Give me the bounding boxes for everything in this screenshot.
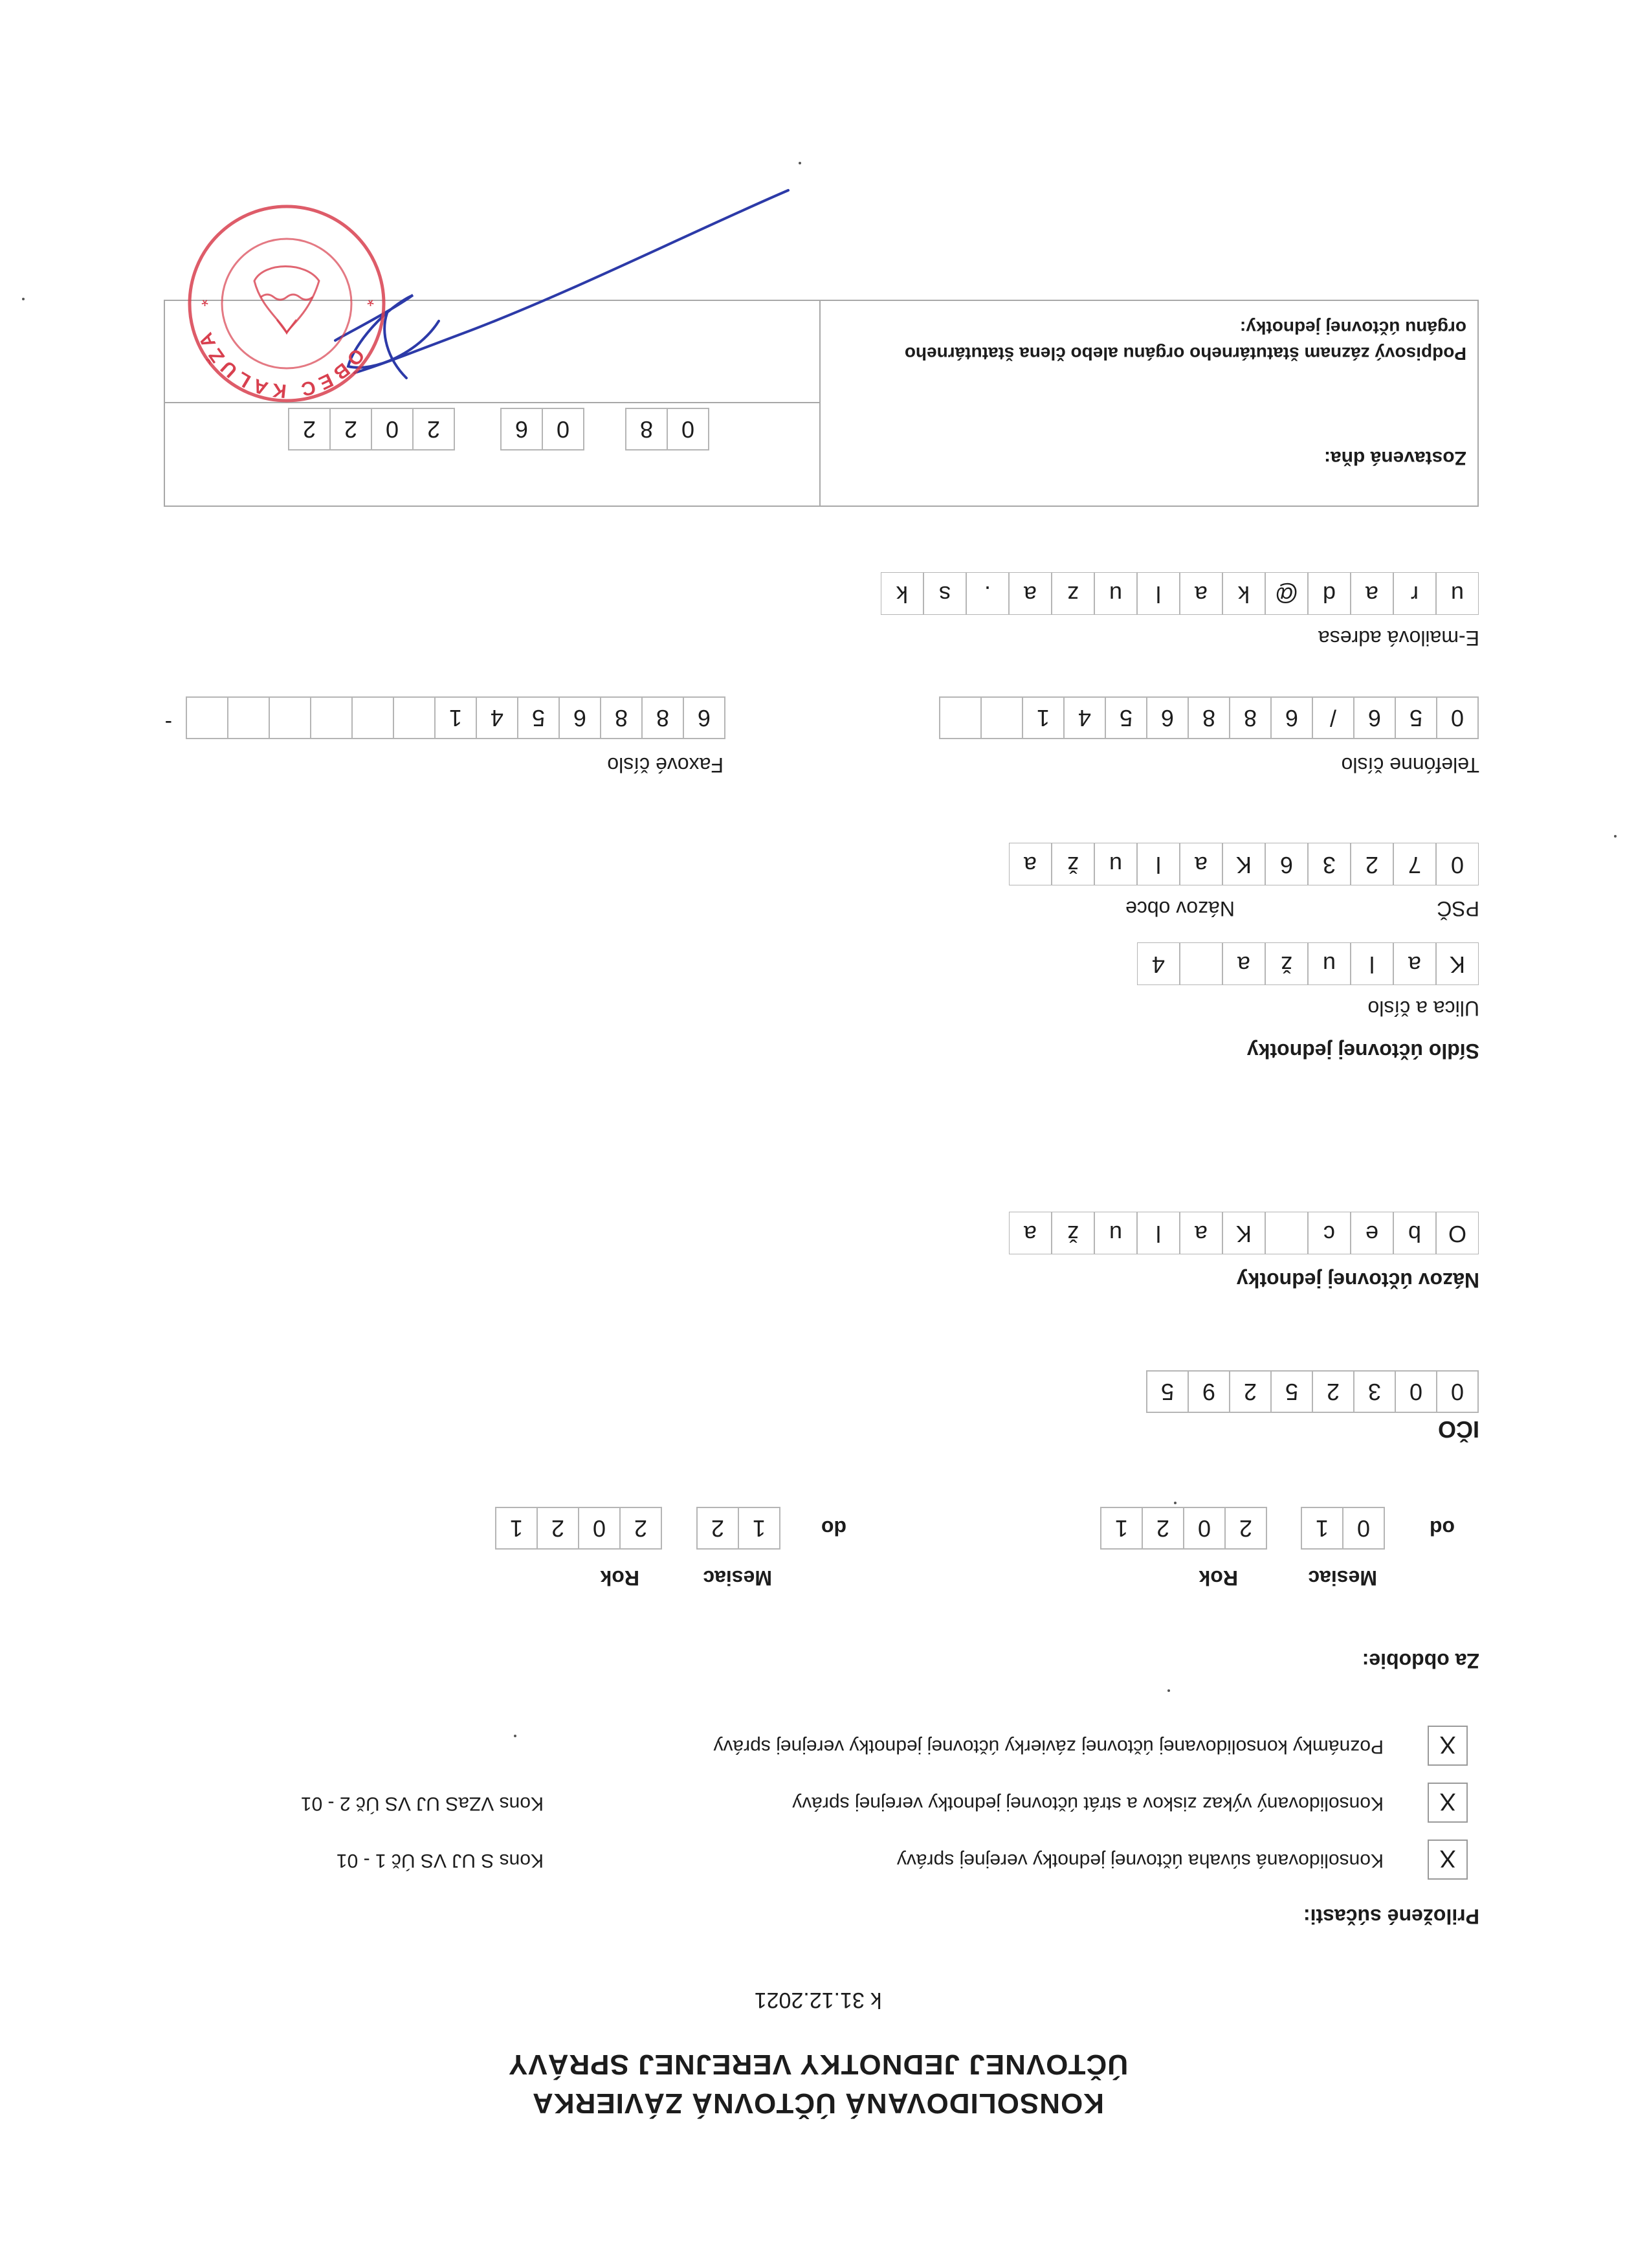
char-cell: 2 bbox=[1142, 1507, 1184, 1550]
char-cell: 0 bbox=[1436, 696, 1479, 739]
to-year-field[interactable] bbox=[496, 1507, 662, 1550]
char-cell: 8 bbox=[1188, 696, 1230, 739]
attachments-heading: Priložené súčasti: bbox=[1303, 1905, 1479, 1928]
char-cell bbox=[186, 696, 228, 739]
form-title-line2: ÚČTOVNEJ JEDNOTKY VEREJNEJ SPRÁVY bbox=[507, 2049, 1129, 2080]
char-cell: 2 bbox=[619, 1507, 662, 1550]
attachment-checkbox-3[interactable]: X bbox=[1428, 1726, 1468, 1766]
char-cell: 4 bbox=[1137, 942, 1180, 985]
char-cell: K bbox=[1222, 843, 1265, 885]
svg-text:OBEC KALUŽA: OBEC KALUŽA bbox=[193, 326, 369, 402]
char-cell: 5 bbox=[1146, 1370, 1189, 1413]
to-label: do bbox=[821, 1517, 846, 1540]
town-label: Názov obce bbox=[1125, 897, 1235, 920]
email-label: E-mailová adresa bbox=[1318, 627, 1479, 650]
char-cell: 0 bbox=[667, 408, 709, 450]
char-cell: 1 bbox=[434, 696, 477, 739]
char-cell: 6 bbox=[1265, 843, 1308, 885]
phone-field[interactable] bbox=[940, 696, 1479, 739]
char-cell: 1 bbox=[738, 1507, 780, 1550]
char-cell: 5 bbox=[1395, 696, 1437, 739]
char-cell: 2 bbox=[536, 1507, 579, 1550]
attachment-label-3: Poznámky konsolidovanej účtovnej závierky účtovnej jednotky verejnej správy bbox=[713, 1736, 1384, 1757]
entity-name-field[interactable] bbox=[164, 1212, 1479, 1254]
char-cell: 2 bbox=[288, 408, 331, 450]
psc-label: PSČ bbox=[1437, 897, 1479, 920]
char-cell: 0 bbox=[1395, 1370, 1437, 1413]
char-cell: 3 bbox=[1353, 1370, 1396, 1413]
ico-label: IČO bbox=[1437, 1416, 1479, 1443]
char-cell: k bbox=[1222, 572, 1265, 615]
from-label: od bbox=[1429, 1517, 1455, 1540]
date-month-field[interactable] bbox=[502, 408, 584, 450]
char-cell: 5 bbox=[1270, 1370, 1313, 1413]
char-cell: 0 bbox=[1436, 1370, 1479, 1413]
char-cell: u bbox=[1308, 942, 1351, 985]
char-cell: a bbox=[1009, 843, 1052, 885]
char-cell: ž bbox=[1052, 1212, 1094, 1254]
svg-text:*: * bbox=[367, 290, 374, 310]
char-cell: 8 bbox=[600, 696, 643, 739]
char-cell: 2 bbox=[329, 408, 372, 450]
char-cell bbox=[310, 696, 353, 739]
scan-speck bbox=[1174, 1502, 1177, 1504]
char-cell: l bbox=[1137, 572, 1180, 615]
street-field[interactable] bbox=[164, 942, 1479, 985]
char-cell: 5 bbox=[1105, 696, 1147, 739]
char-cell: u bbox=[1094, 572, 1137, 615]
char-cell: 0 bbox=[1436, 843, 1479, 885]
char-cell: d bbox=[1308, 572, 1351, 615]
char-cell: a bbox=[1009, 1212, 1052, 1254]
char-cell: K bbox=[1436, 942, 1479, 985]
to-year-label: Rok bbox=[600, 1566, 639, 1590]
char-cell: a bbox=[1393, 942, 1436, 985]
char-cell: 6 bbox=[1270, 696, 1313, 739]
char-cell bbox=[1180, 942, 1222, 985]
char-cell: 0 bbox=[1183, 1507, 1226, 1550]
char-cell: c bbox=[1308, 1212, 1351, 1254]
char-cell: 9 bbox=[1188, 1370, 1230, 1413]
scan-speck bbox=[514, 1735, 516, 1737]
char-cell: 2 bbox=[1351, 843, 1393, 885]
char-cell: k bbox=[881, 572, 923, 615]
char-cell: 3 bbox=[1308, 843, 1351, 885]
char-cell bbox=[1265, 1212, 1308, 1254]
attachment-label-2: Konsolidovaný výkaz ziskov a strát účtovnej jednotky verejnej správy bbox=[792, 1793, 1384, 1814]
date-year-field[interactable] bbox=[289, 408, 455, 450]
char-cell: 6 bbox=[558, 696, 601, 739]
seat-heading: Sídlo účtovnej jednotky bbox=[1246, 1040, 1479, 1063]
period-heading: Za obdobie: bbox=[1362, 1649, 1479, 1673]
char-cell: u bbox=[1094, 1212, 1137, 1254]
char-cell bbox=[980, 696, 1023, 739]
char-cell: 2 bbox=[412, 408, 455, 450]
char-cell: 7 bbox=[1393, 843, 1436, 885]
char-cell: 2 bbox=[1312, 1370, 1354, 1413]
street-label: Ulica a číslo bbox=[1367, 997, 1479, 1020]
char-cell: e bbox=[1351, 1212, 1393, 1254]
ico-field[interactable] bbox=[1147, 1370, 1479, 1413]
official-stamp bbox=[180, 197, 393, 410]
char-cell: 0 bbox=[542, 408, 584, 450]
from-month-field[interactable] bbox=[1302, 1507, 1385, 1550]
char-cell: 0 bbox=[578, 1507, 621, 1550]
attachment-checkbox-2[interactable]: X bbox=[1428, 1783, 1468, 1823]
char-cell: 4 bbox=[1063, 696, 1106, 739]
char-cell: l bbox=[1137, 1212, 1180, 1254]
entity-name-label: Názov účtovnej jednotky bbox=[1236, 1269, 1479, 1292]
attachment-label-1: Konsolidovaná súvaha účtovnej jednotky verejnej správy bbox=[896, 1850, 1384, 1871]
char-cell bbox=[393, 696, 436, 739]
char-cell: a bbox=[1180, 843, 1222, 885]
char-cell: 6 bbox=[683, 696, 725, 739]
char-cell: K bbox=[1222, 1212, 1265, 1254]
scan-speck bbox=[799, 162, 801, 164]
char-cell: 1 bbox=[1301, 1507, 1343, 1550]
fax-field[interactable] bbox=[187, 696, 725, 739]
signature-label: Podpisový záznam štatutárneho orgánu alebo člena štatutárneho orgánu účtovnej jednotky: bbox=[904, 318, 1466, 364]
char-cell: ž bbox=[1052, 843, 1094, 885]
attachment-code-2: Kons VZaS UJ VS Úč 2 - 01 bbox=[300, 1793, 544, 1814]
char-cell: / bbox=[1312, 696, 1354, 739]
char-cell: 1 bbox=[495, 1507, 538, 1550]
char-cell: 2 bbox=[1229, 1370, 1272, 1413]
from-year-field[interactable] bbox=[1101, 1507, 1267, 1550]
email-field[interactable] bbox=[164, 572, 1479, 615]
char-cell: u bbox=[1436, 572, 1479, 615]
char-cell: 6 bbox=[1146, 696, 1189, 739]
char-cell: a bbox=[1180, 1212, 1222, 1254]
char-cell: 0 bbox=[1342, 1507, 1385, 1550]
char-cell: r bbox=[1393, 572, 1436, 615]
char-cell: l bbox=[1137, 843, 1180, 885]
char-cell: u bbox=[1094, 843, 1137, 885]
divider bbox=[819, 301, 821, 506]
date-label: Zostavená dňa: bbox=[1323, 447, 1466, 469]
char-cell: l bbox=[1351, 942, 1393, 985]
char-cell: 8 bbox=[1229, 696, 1272, 739]
char-cell: 4 bbox=[476, 696, 518, 739]
char-cell: a bbox=[1351, 572, 1393, 615]
char-cell: 6 bbox=[500, 408, 543, 450]
char-cell bbox=[227, 696, 270, 739]
char-cell: 8 bbox=[625, 408, 668, 450]
to-month-label: Mesiac bbox=[703, 1566, 772, 1590]
char-cell: 6 bbox=[1353, 696, 1396, 739]
char-cell: 8 bbox=[641, 696, 684, 739]
char-cell: 2 bbox=[696, 1507, 739, 1550]
as-of-date: k 31.12.2021 bbox=[754, 1988, 882, 2012]
form-title: KONSOLIDOVANÁ ÚČTOVNÁ ZÁVIERKA bbox=[532, 2087, 1104, 2119]
char-cell: 2 bbox=[1224, 1507, 1267, 1550]
scan-speck bbox=[22, 298, 25, 300]
date-day-field[interactable] bbox=[626, 408, 709, 450]
char-cell bbox=[939, 696, 982, 739]
char-cell: 1 bbox=[1022, 696, 1065, 739]
char-cell: z bbox=[1052, 572, 1094, 615]
fax-label: Faxové číslo bbox=[607, 753, 724, 777]
char-cell: 1 bbox=[1100, 1507, 1143, 1550]
scan-speck bbox=[1167, 1689, 1170, 1692]
char-cell: a bbox=[1180, 572, 1222, 615]
svg-text:*: * bbox=[201, 290, 208, 310]
char-cell: a bbox=[1009, 572, 1052, 615]
char-cell: 0 bbox=[371, 408, 414, 450]
attachment-checkbox-1[interactable]: X bbox=[1428, 1840, 1468, 1880]
char-cell: @ bbox=[1265, 572, 1308, 615]
char-cell: 5 bbox=[517, 696, 560, 739]
attachment-code-1: Kons S UJ VS Úč 1 - 01 bbox=[336, 1850, 544, 1871]
phone-label: Telefónne číslo bbox=[1341, 753, 1479, 777]
psc-town-field[interactable] bbox=[164, 843, 1479, 885]
from-month-label: Mesiac bbox=[1308, 1566, 1377, 1590]
char-cell: ž bbox=[1265, 942, 1308, 985]
fax-suffix: - bbox=[164, 711, 172, 735]
from-year-label: Rok bbox=[1199, 1566, 1238, 1590]
char-cell: O bbox=[1436, 1212, 1479, 1254]
char-cell bbox=[351, 696, 394, 739]
char-cell: a bbox=[1222, 942, 1265, 985]
char-cell: . bbox=[966, 572, 1009, 615]
char-cell: b bbox=[1393, 1212, 1436, 1254]
char-cell: s bbox=[923, 572, 966, 615]
char-cell bbox=[269, 696, 311, 739]
to-month-field[interactable] bbox=[698, 1507, 780, 1550]
scan-speck bbox=[1614, 835, 1617, 838]
